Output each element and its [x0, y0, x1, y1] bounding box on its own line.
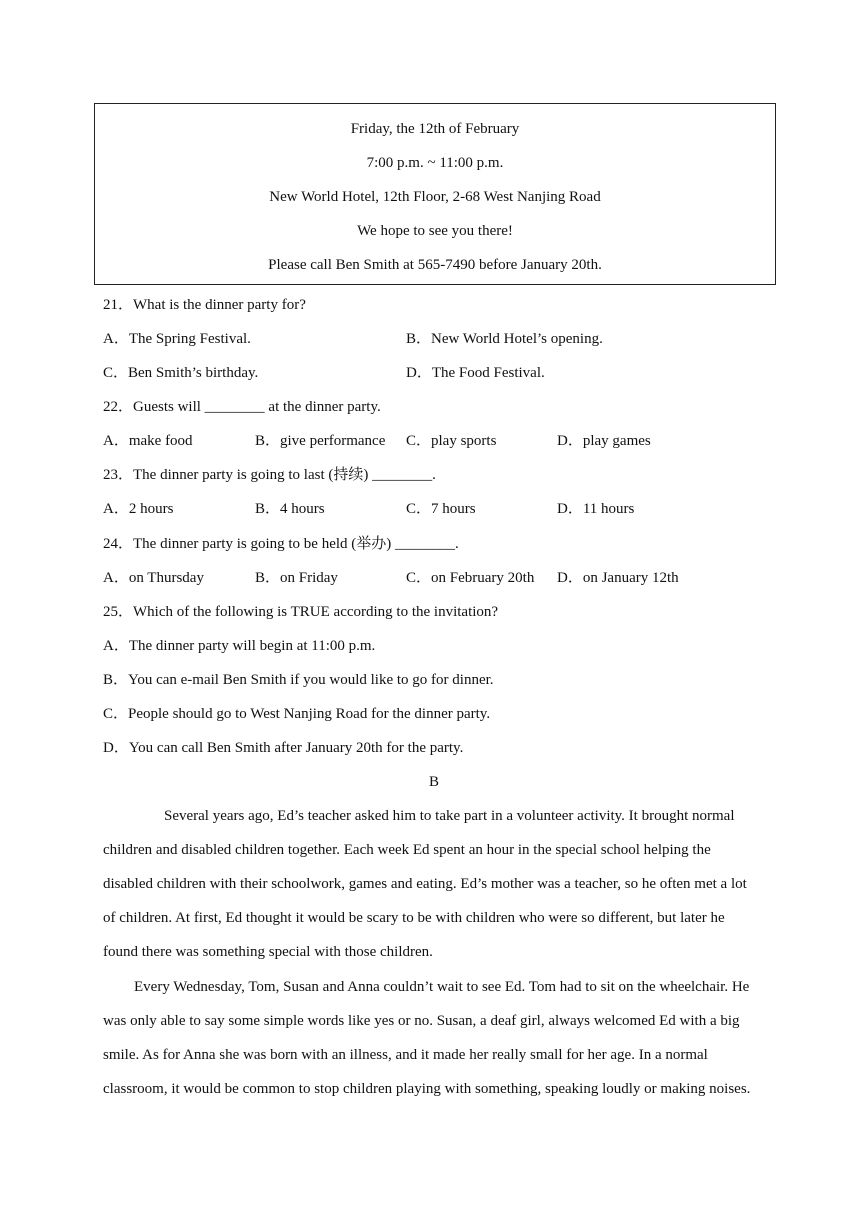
invitation-time: 7:00 p.m. ~ 11:00 p.m.: [366, 155, 504, 171]
question-23-option-c: C．7 hours: [406, 501, 476, 517]
paragraph-1-line: found there was something special with those children.: [103, 944, 433, 960]
question-24-option-b: B．on Friday: [255, 570, 338, 586]
question-25-option-c: C．People should go to West Nanjing Road for the dinner party.: [103, 706, 491, 722]
question-22-option-b: B．give performance: [255, 433, 386, 449]
question-22-option-c: C．play sports: [406, 433, 497, 449]
paragraph-1-line: disabled children with their schoolwork, games and eating. Ed’s mother was a teacher, so he often met a lot: [103, 876, 747, 892]
paragraph-2-line: was only able to say some simple words like yes or no. Susan, a deaf girl, always welcomed Ed with a big: [103, 1013, 740, 1029]
invitation-date: Friday, the 12th of February: [350, 121, 520, 137]
invitation-location: New World Hotel, 12th Floor, 2-68 West Nanjing Road: [269, 189, 601, 205]
paragraph-1-line: children and disabled children together. Each week Ed spent an hour in the special school helping the: [103, 842, 711, 858]
paragraph-1-line: of children. At first, Ed thought it would be scary to be with children who were so different, but later he: [103, 910, 725, 926]
question-21-option-d: D．The Food Festival.: [406, 365, 545, 381]
question-21-option-a: A．The Spring Festival.: [103, 331, 251, 347]
question-25-option-a: A．The dinner party will begin at 11:00 p.m.: [103, 638, 376, 654]
question-21-option-b: B．New World Hotel’s opening.: [406, 331, 603, 347]
paragraph-2-line: smile. As for Anna she was born with an illness, and it made her really small for her age. In a normal: [103, 1047, 708, 1063]
invitation-box: [94, 103, 776, 285]
question-23-stem: 23．The dinner party is going to last (持续) ________.: [103, 467, 436, 483]
paragraph-1-line: Several years ago, Ed’s teacher asked him to take part in a volunteer activity. It brought normal: [164, 808, 735, 824]
question-23-option-a: A．2 hours: [103, 501, 174, 517]
question-21-stem: 21．What is the dinner party for?: [103, 297, 306, 313]
question-21-option-c: C．Ben Smith’s birthday.: [103, 365, 259, 381]
question-24-option-a: A．on Thursday: [103, 570, 204, 586]
invitation-hope: We hope to see you there!: [357, 223, 513, 239]
question-22-option-d: D．play games: [557, 433, 651, 449]
question-23-option-b: B．4 hours: [255, 501, 325, 517]
question-25-option-d: D．You can call Ben Smith after January 20th for the party.: [103, 740, 464, 756]
paragraph-2-line: Every Wednesday, Tom, Susan and Anna couldn’t wait to see Ed. Tom had to sit on the wheelchair. He: [134, 979, 750, 995]
question-24-stem: 24．The dinner party is going to be held (举办) ________.: [103, 536, 459, 552]
section-b-heading: B: [428, 774, 439, 790]
question-25-stem: 25．Which of the following is TRUE according to the invitation?: [103, 604, 499, 620]
question-24-option-d: D．on January 12th: [557, 570, 679, 586]
question-24-option-c: C．on February 20th: [406, 570, 535, 586]
paragraph-2-line: classroom, it would be common to stop children playing with something, speaking loudly or making noises.: [103, 1081, 751, 1097]
question-23-option-d: D．11 hours: [557, 501, 635, 517]
question-22-option-a: A．make food: [103, 433, 193, 449]
question-25-option-b: B．You can e-mail Ben Smith if you would like to go for dinner.: [103, 672, 494, 688]
invitation-contact: Please call Ben Smith at 565-7490 before January 20th.: [268, 257, 602, 273]
question-22-stem: 22．Guests will ________ at the dinner party.: [103, 399, 381, 415]
